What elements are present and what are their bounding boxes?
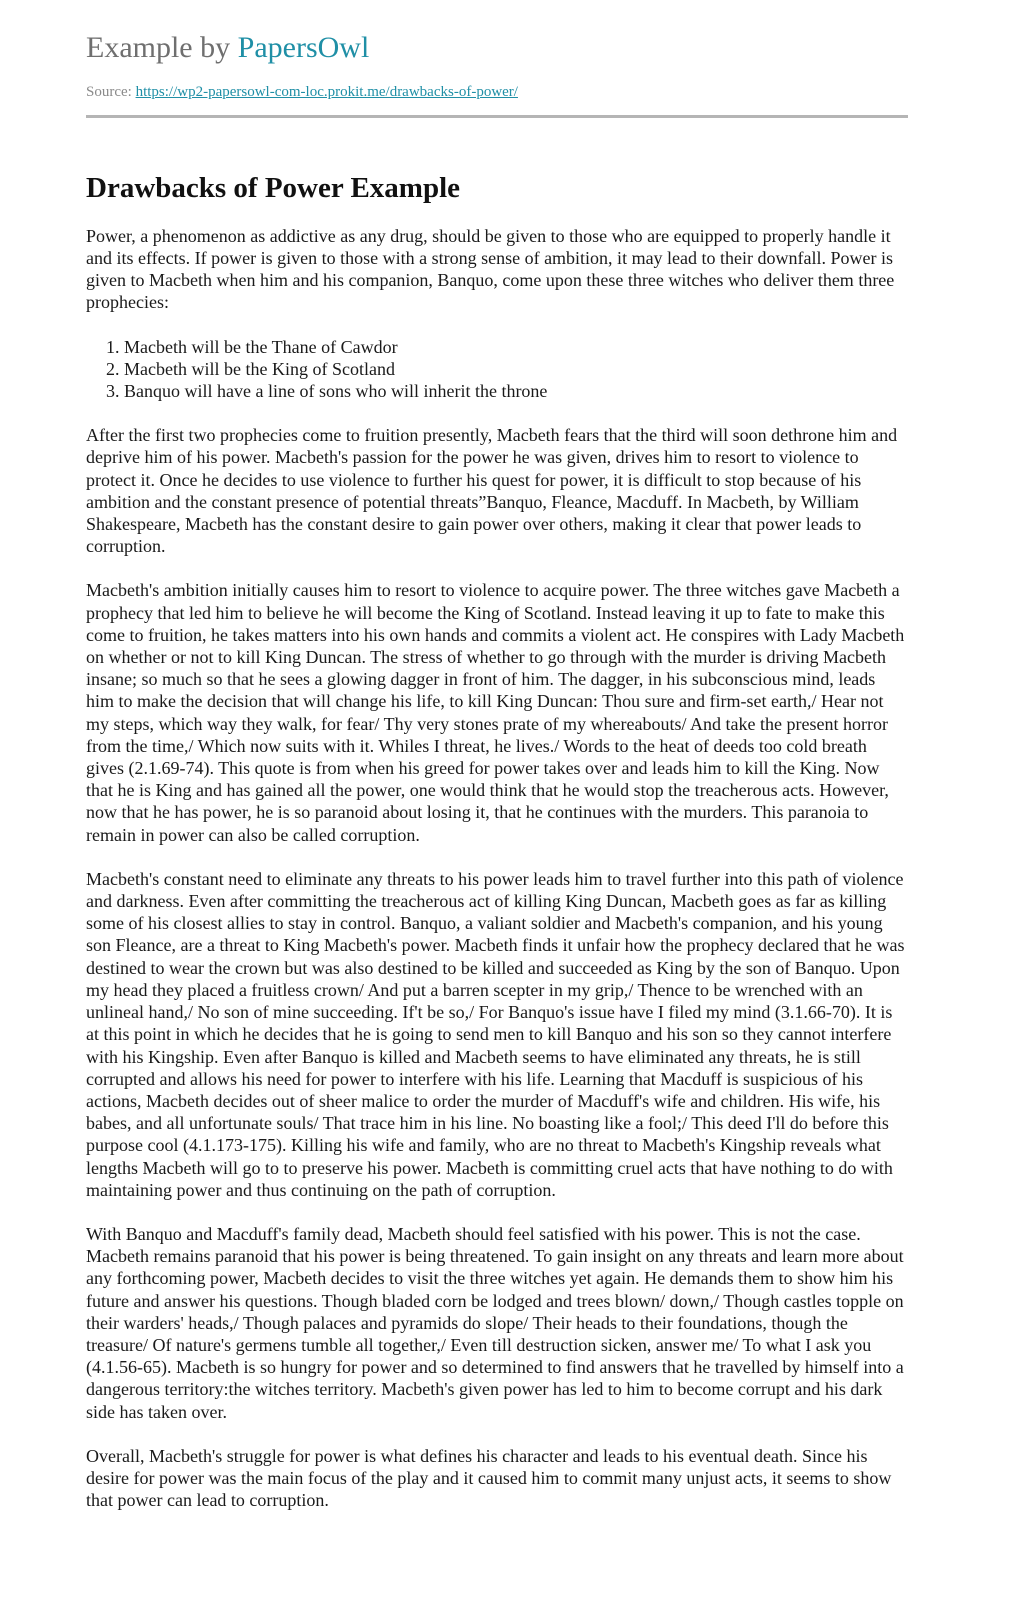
paragraph-1: Power, a phenomenon as addictive as any drug, should be given to those who are equipped to properly handle it and its effects. If power is given to those with a strong sense of ambition, it may lead to their downfall. Power is given to Macbeth when him and his companion, Banquo, come upon these three witches who deliver them three prophecies: (86, 225, 895, 313)
brand-header (86, 30, 906, 66)
source-label: Source: (86, 84, 136, 100)
list-item: 3. Banquo will have a line of sons who will inherit the throne (124, 380, 906, 402)
paragraph-6: Overall, Macbeth's struggle for power is what defines his character and leads to his eventual death. Since his desire for power was the main focus of the play and it caused him to commit many unjust acts, it seems to show that power can lead to corruption. (86, 1445, 892, 1511)
paragraph-2: After the first two prophecies come to fruition presently, Macbeth fears that the third will soon dethrone him and deprive him of his power. Macbeth's passion for the power he was given, drives him to resort to violence to protect it. Once he decides to use violence to further his quest for power, it is difficult to stop because of his ambition and the constant presence of potential threats”Banquo, Fleance, Macduff. In Macbeth, by William Shakespeare, Macbeth has the constant desire to gain power over others, making it clear that power leads to corruption. (86, 425, 898, 557)
brand-prefix: Example by (86, 31, 238, 64)
header-divider (86, 115, 908, 118)
brand-name: PapersOwl (237, 31, 370, 64)
list-item: 1. Macbeth will be the Thane of Cawdor (124, 336, 906, 358)
source-line (86, 84, 906, 101)
article-title: Drawbacks of Power Example (86, 172, 461, 204)
source-link[interactable]: https://wp2-papersowl-com-loc.prokit.me/drawbacks-of-power/ (135, 84, 518, 100)
paragraph-4: Macbeth's constant need to eliminate any threats to his power leads him to travel further into this path of violence and darkness. Even after committing the treacherous act of killing King Duncan, Macbeth goes as far as killing some of his closest allies to stay in control. Banquo, a valiant soldier and Macbeth's companion, and his young son Fleance, are a threat to King Macbeth's power. Macbeth finds it unfair how the prophecy declared that he was destined to wear the crown but was also destined to be killed and succeeded as King by the son of Banquo. Upon my head they placed a fruitless crown/ And put a barren scepter in my grip,/ Thence to be wrenched with an unlineal hand,/ No son of mine succeeding. If't be so,/ For Banquo's issue have I filed my mind (3.1.66-70). It is at this point in which he decides that he is going to send men to kill Banquo and his son so they cannot interfere with his Kingship. Even after Banquo is killed and Macbeth seems to have eliminated any threats, he is still corrupted and allows his need for power to interfere with his life. Learning that Macduff is suspicious of his actions, Macbeth decides out of sheer malice to order the murder of Macduff's wife and children. His wife, his babes, and all unfortunate souls/ That trace him in his line. No boasting like a fool;/ This deed I'll do before this purpose cool (4.1.173-175). Killing his wife and family, who are no threat to Macbeth's Kingship reveals what lengths Macbeth will go to to preserve his power. Macbeth is committing cruel acts that have nothing to do with maintaining power and thus continuing on the path of corruption. (86, 868, 905, 1200)
paragraph-5: With Banquo and Macduff's family dead, Macbeth should feel satisfied with his power. This is not the case. Macbeth remains paranoid that his power is being threatened. To gain insight on any threats and learn more about any forthcoming power, Macbeth decides to visit the three witches yet again. He demands them to show him his future and answer his questions. Though bladed corn be lodged and trees blown/ down,/ Though castles topple on their warders' heads,/ Though palaces and pyramids do slope/ Their heads to their foundations, though the treasure/ Of nature's germens tumble all together,/ Even till destruction sicken, answer me/ To what I ask you (4.1.56-65). Macbeth is so hungry for power and so determined to find answers that he travelled by himself into a dangerous territory:the witches territory. Macbeth's given power has led to him to become corrupt and his dark side has taken over. (86, 1223, 904, 1422)
paragraph-3: Macbeth's ambition initially causes him to resort to violence to acquire power. The three witches gave Macbeth a prophecy that led him to believe he will become the King of Scotland. Instead leaving it up to fate to make this come to fruition, he takes matters into his own hands and commits a violent act. He conspires with Lady Macbeth on whether or not to kill King Duncan. The stress of whether to go through with the murder is driving Macbeth insane; so much so that he sees a glowing dagger in front of him. The dagger, in his subconscious mind, leads him to make the decision that will change his life, to kill King Duncan: Thou sure and firm-set earth,/ Hear not my steps, which way they walk, for fear/ Thy very stones prate of my whereabouts/ And take the present horror from the time,/ Which now suits with it. Whiles I threat, he lives./ Words to the heat of deeds too cold breath gives (2.1.69-74). This quote is from when his greed for power takes over and leads him to kill the King. Now that he is King and has gained all the power, one would think that he would stop the treacherous acts. However, now that he has power, he is so paranoid about losing it, that he continues with the murders. This paranoia to remain in power can also be called corruption. (86, 580, 905, 845)
prophecy-list (86, 336, 906, 403)
list-item: 2. Macbeth will be the King of Scotland (124, 358, 906, 380)
